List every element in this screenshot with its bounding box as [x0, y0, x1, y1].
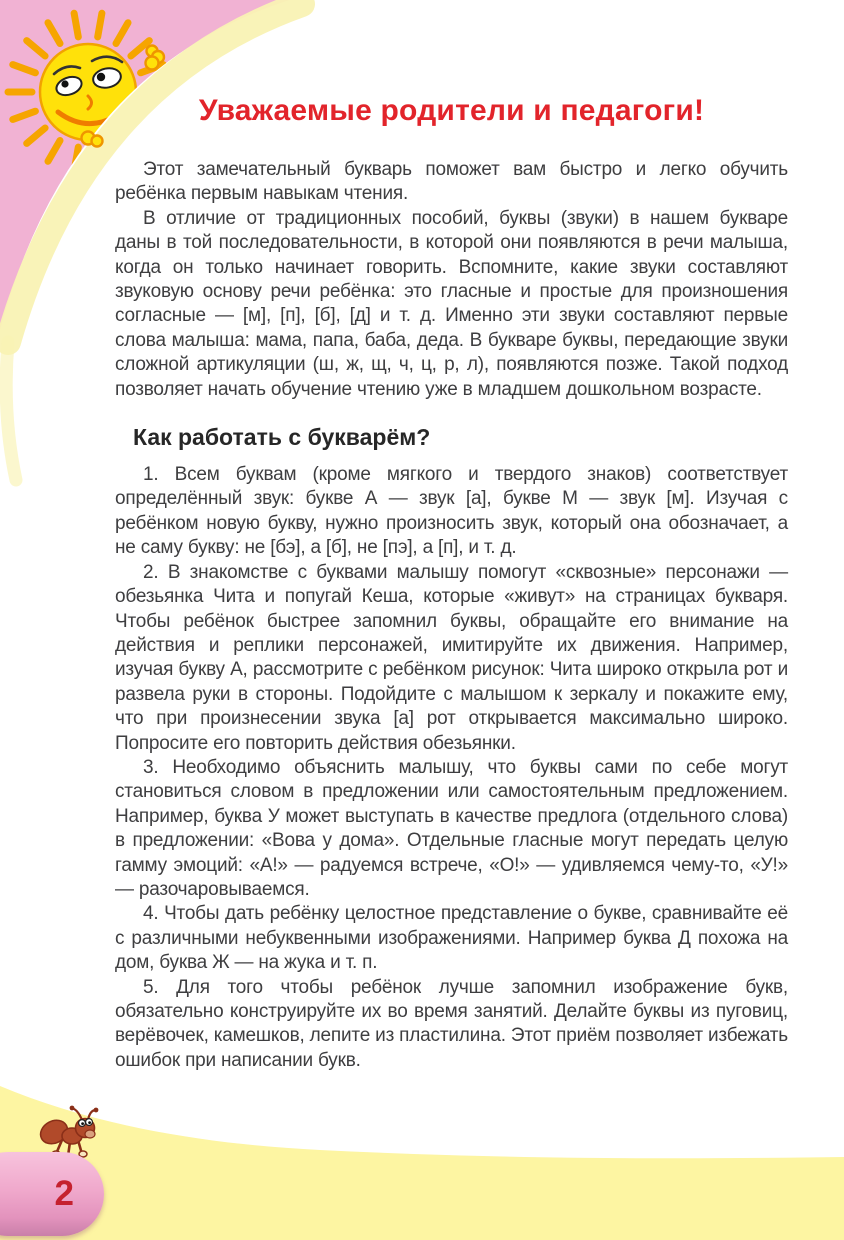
- page-number: 2: [54, 1174, 74, 1213]
- instruction-paragraph-1: 1. Всем буквам (кроме мягкого и твердого знаков) соответствует определённый звук: букве А — звук [а], букве М — звук [м]. Изучая с ребёнком новую букву, нужно произносить звук, который она обозначает, а не саму букву: не [бэ], а [б], не [пэ], а [п], и т. д.: [115, 464, 788, 559]
- page-content: [115, 0, 788, 1073]
- instruction-paragraph-3: 3. Необходимо объяснить малышу, что буквы сами по себе могут становиться словом в предложении или самостоятельным предложением. Например, буква У может выступать в качестве предлога (отдельного слова) в предложении: «Вова у дома». Отдельные гласные могут передать целую гамму эмоций: «А!» — радуемся встрече, «О!» — удивляемся чему-то, «У!» — разочаровываемся.: [115, 756, 788, 900]
- instruction-paragraph-5: 5. Для того чтобы ребёнок лучше запомнил изображение букв, обязательно конструируйте их во время занятий. Делайте буквы из пуговиц, верёвочек, камешков, лепите из пластилина. Этот приём позволяет избежать ошибок при написании букв.: [115, 976, 788, 1071]
- instruction-paragraph-2: 2. В знакомстве с буквами малышу помогут «сквозные» персонажи — обезьянка Чита и попугай Кеша, которые «живут» на страницах букваря. Чтобы ребёнок быстрее запомнил буквы, обращайте его внимание на действия и реплики персонажей, имитируйте их движения. Например, изучая букву А, рассмотрите с ребёнком рисунок: Чита широко открыла рот и развела руки в стороны. Подойдите с малышом к зеркалу и покажите ему, что при произнесении звука [а] рот открывается максимально широко. Попросите его повторить действия обезьянки.: [115, 561, 788, 754]
- intro-paragraph-2: В отличие от традиционных пособий, буквы (звуки) в нашем букваре даны в той последовательности, в которой они появляются в речи малыша, когда он только начинает говорить. Вспомните, какие звуки составляют звуковую основу речи ребёнка: это гласные и простые для произношения согласные — [м], [п], [б], [д] и т. д. Именно эти звуки составляют первые слова малыша: мама, папа, баба, деда. В букваре буквы, передающие звуки сложной артикуляции (ш, ж, щ, ч, ц, р, л), появляются позже. Такой подход позволяет начать обучение чтению уже в младшем дошкольном возрасте.: [115, 207, 788, 400]
- instruction-paragraph-4: 4. Чтобы дать ребёнку целостное представление о букве, сравнивайте её с различными небуквенными изображениями. Например буква Д похожа на дом, буква Ж — на жука и т. п.: [115, 903, 788, 974]
- section-heading: Как работать с букварём?: [133, 424, 431, 451]
- bottom-band-decoration: [0, 1080, 844, 1240]
- page-heading: Уважаемые родители и педагоги!: [198, 94, 705, 127]
- page-number-tab: [0, 1152, 104, 1236]
- intro-paragraph-1: Этот замечательный букварь поможет вам быстро и легко обучить ребёнка первым навыкам чтения.: [115, 159, 788, 205]
